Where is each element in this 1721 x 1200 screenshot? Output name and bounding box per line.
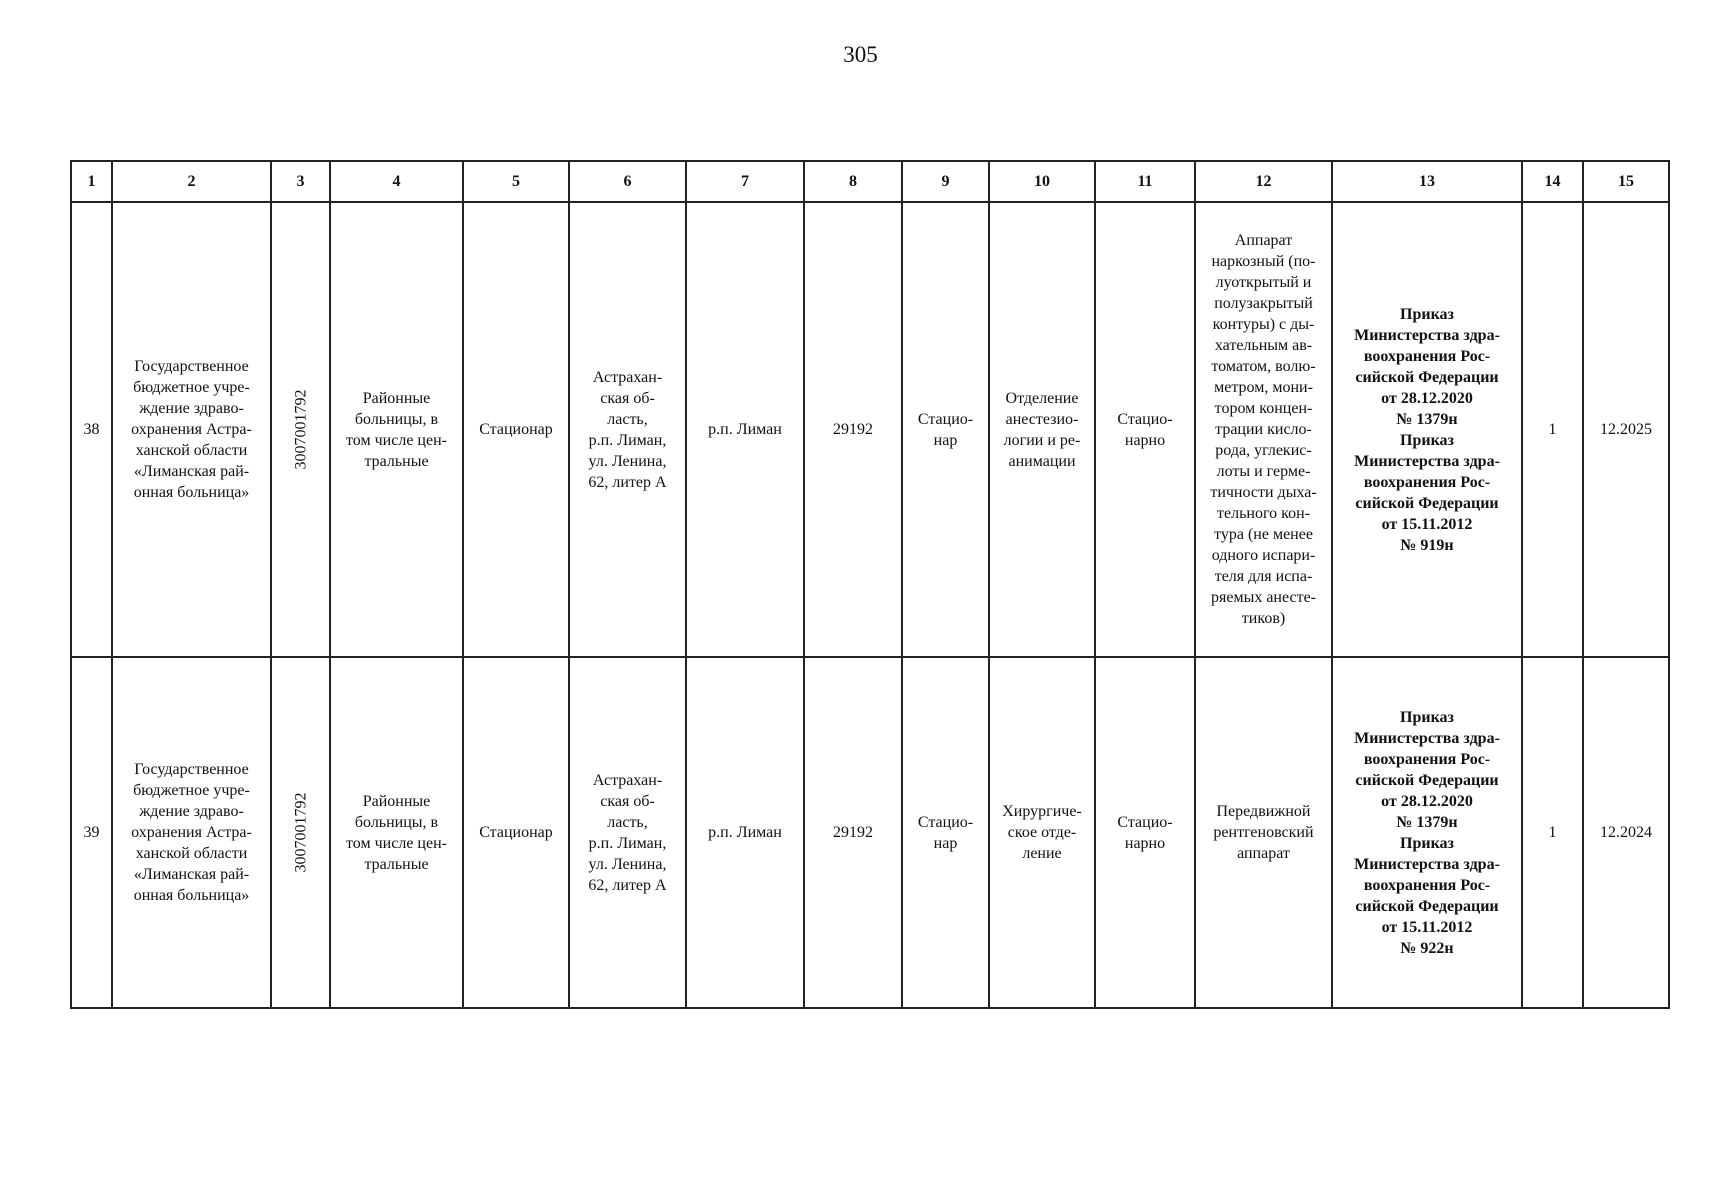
row-number: 38 xyxy=(71,202,112,657)
registry-table xyxy=(70,160,1670,1009)
locality: р.п. Лиман xyxy=(686,202,804,657)
locality: р.п. Лиман xyxy=(686,657,804,1008)
regulation: Приказ Министерства здра- воохранения Рос- сийской Федерации от 28.12.2020 № 1379н Приказ Министерства здра- воохранения Рос- сийской Федерации от 15.11.2012 № 919н xyxy=(1332,202,1522,657)
equipment: Передвижной рентгеновский аппарат xyxy=(1195,657,1332,1008)
care-mode: Стацио- нарно xyxy=(1095,202,1195,657)
care-form: Стационар xyxy=(463,657,569,1008)
code: 29192 xyxy=(804,202,902,657)
address: Астрахан- ская об- ласть, р.п. Лиман, ул. Ленина, 62, литер А xyxy=(569,657,686,1008)
inn-value: 3007001792 xyxy=(292,389,309,470)
department: Отделение анестезио- логии и ре- анимации xyxy=(989,202,1095,657)
organization-name: Государственное бюджетное учре- ждение здраво- охранения Астра- ханской области «Лиманская рай- онная больница» xyxy=(112,657,271,1008)
equipment: Аппарат наркозный (по- луоткрытый и полузакрытый контуры) с ды- хательным ав- томатом, волю- метром, мони- тором концен- трации кисло- рода, углекис- лоты и герме- тичности дыха- тельного кон- тура (не менее одного испари- теля для испа- ряемых анесте- тиков) xyxy=(1195,202,1332,657)
address: Астрахан- ская об- ласть, р.п. Лиман, ул. Ленина, 62, литер А xyxy=(569,202,686,657)
quantity: 1 xyxy=(1522,202,1583,657)
date: 12.2024 xyxy=(1583,657,1669,1008)
row-number: 39 xyxy=(71,657,112,1008)
column-header: 13 xyxy=(1332,161,1522,202)
organization-type: Районные больницы, в том числе цен- тральные xyxy=(330,202,463,657)
column-header: 10 xyxy=(989,161,1095,202)
column-header: 7 xyxy=(686,161,804,202)
care-mode: Стацио- нарно xyxy=(1095,657,1195,1008)
table-row xyxy=(71,657,1669,1008)
column-header: 15 xyxy=(1583,161,1669,202)
organization-type: Районные больницы, в том числе цен- тральные xyxy=(330,657,463,1008)
column-header: 6 xyxy=(569,161,686,202)
column-header: 2 xyxy=(112,161,271,202)
column-header: 3 xyxy=(271,161,330,202)
table-header-row xyxy=(71,161,1669,202)
department: Хирургиче- ское отде- ление xyxy=(989,657,1095,1008)
column-header: 14 xyxy=(1522,161,1583,202)
column-header: 12 xyxy=(1195,161,1332,202)
column-header: 9 xyxy=(902,161,989,202)
date: 12.2025 xyxy=(1583,202,1669,657)
care-conditions: Стацио- нар xyxy=(902,202,989,657)
column-header: 1 xyxy=(71,161,112,202)
column-header: 11 xyxy=(1095,161,1195,202)
organization-name: Государственное бюджетное учре- ждение здраво- охранения Астра- ханской области «Лиманская рай- онная больница» xyxy=(112,202,271,657)
column-header: 8 xyxy=(804,161,902,202)
care-conditions: Стацио- нар xyxy=(902,657,989,1008)
column-header: 4 xyxy=(330,161,463,202)
column-header: 5 xyxy=(463,161,569,202)
inn-cell xyxy=(271,202,330,657)
regulation: Приказ Министерства здра- воохранения Рос- сийской Федерации от 28.12.2020 № 1379н Приказ Министерства здра- воохранения Рос- сийской Федерации от 15.11.2012 № 922н xyxy=(1332,657,1522,1008)
code: 29192 xyxy=(804,657,902,1008)
inn-value: 3007001792 xyxy=(292,792,309,873)
quantity: 1 xyxy=(1522,657,1583,1008)
page-number: 305 xyxy=(843,42,878,67)
inn-cell xyxy=(271,657,330,1008)
table-row xyxy=(71,202,1669,657)
care-form: Стационар xyxy=(463,202,569,657)
